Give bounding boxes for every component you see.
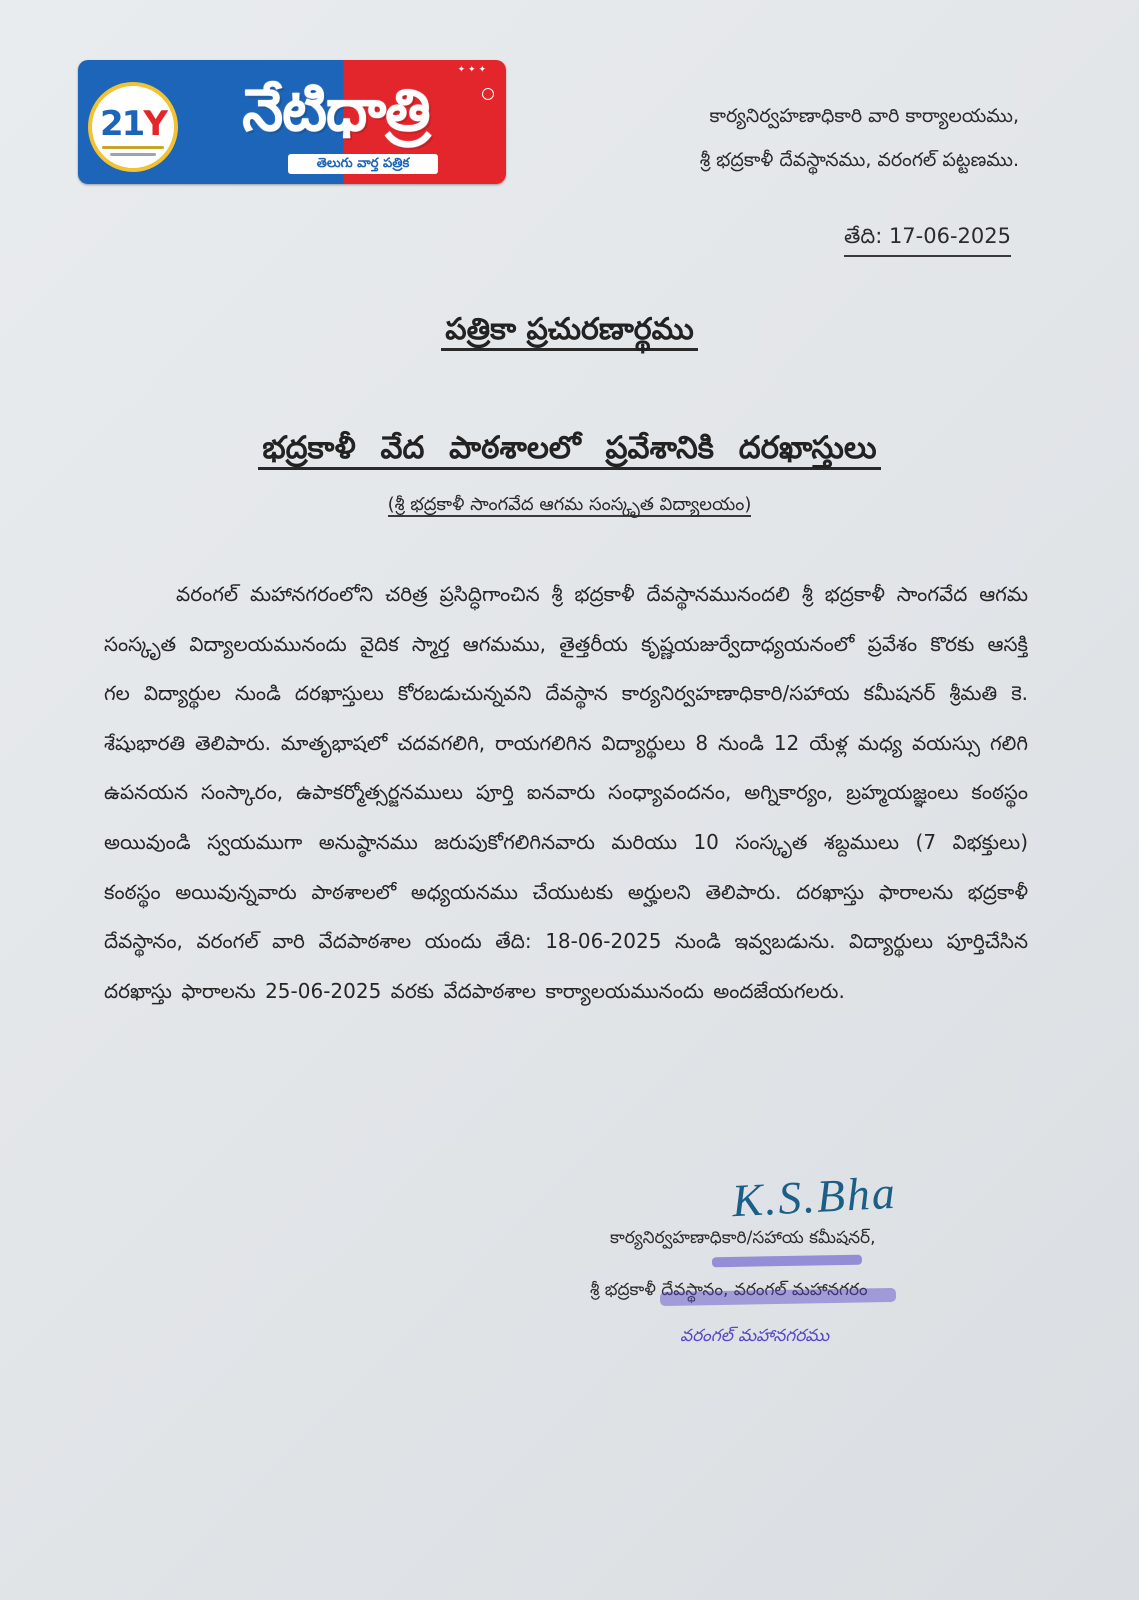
newspaper-logo: 21Y ✦ ✦ ✦ నేటిధాత్రి తెలుగు వార్త పత్రిక bbox=[78, 60, 506, 184]
signatory-title: కార్యనిర్వహణాధికారి/సహాయ కమీషనర్, bbox=[610, 1228, 876, 1248]
press-heading: పత్రికా ప్రచురణార్థము bbox=[0, 312, 1139, 354]
document-date: తేది: 17-06-2025 bbox=[844, 224, 1011, 257]
anniversary-badge-icon bbox=[88, 82, 178, 172]
stamp-mark bbox=[712, 1255, 862, 1268]
stamp-text: వరంగల్ మహానగరము bbox=[680, 1326, 830, 1346]
office-line-2: శ్రీ భద్రకాళీ దేవస్థానము, వరంగల్ పట్టణము. bbox=[699, 149, 1019, 171]
document-title: భద్రకాళీ వేద పాఠశాలలో ప్రవేశానికి దరఖాస్తులు bbox=[0, 430, 1139, 473]
newspaper-name: నేటిధాత్రి bbox=[242, 76, 430, 144]
body-paragraph: వరంగల్ మహానగరంలోని చరిత్ర ప్రసిద్ధిగాంచిన శ్రీ భద్రకాళీ దేవస్థానమునందలి శ్రీ భద్రకాళీ సాంగవేద ఆగమ సంస్కృత విద్యాలయమునందు వైదిక స్మార్త ఆగమము, తైత్తరీయ కృష్ణయజుర్వేదాధ్యయనంలో ప్రవేశం కొరకు ఆసక్తి గల విద్యార్థుల నుండి దరఖాస్తులు కోరబడుచున్నవని దేవస్థాన కార్యనిర్వహణాధికారి/సహాయ కమీషనర్ శ్రీమతి కె. శేషుభారతి తెలిపారు. మాతృభాషలో చదవగలిగి, రాయగలిగిన విద్యార్థులు 8 నుండి 12 యేళ్ల మధ్య వయస్సు గలిగి ఉపనయన సంస్కారం, ఉపాకర్మోత్సర్జనములు పూర్తి ఐనవారు సంధ్యావందనం, అగ్నికార్యం, బ్రహ్మయజ్ఞంలు కంఠస్థం అయివుండి స్వయముగా అనుష్ఠానము జరుపుకోగలిగినవారు మరియు 10 సంస్కృత శబ్దములు (7 విభక్తులు) కంఠస్థం అయివున్నవారు పాఠశాలలో అధ్యయనము చేయుటకు అర్హులని తెలిపారు. దరఖాస్తు ఫారాలను భద్రకాళీ దేవస్థానం, వరంగల్ వారి వేదపాఠశాల యందు తేది: 18-06-2025 నుండి ఇవ్వబడును. విద్యార్థులు పూర్తిచేసిన దరఖాస్తు ఫారాలను 25-06-2025 వరకు వేదపాఠశాల కార్యాలయమునందు అందజేయగలరు. bbox=[104, 582, 1028, 1003]
badge-number: 21 bbox=[100, 104, 144, 144]
badge-arc: Y bbox=[143, 104, 166, 144]
signatory-office: శ్రీ భద్రకాళీ దేవస్థానం, వరంగల్ మహానగరం bbox=[590, 1280, 868, 1300]
office-address bbox=[700, 94, 1019, 182]
office-line-1: కార్యనిర్వహణాధికారి వారి కార్యాలయము, bbox=[709, 105, 1019, 127]
handwritten-signature: K.S.Bha bbox=[730, 1166, 899, 1227]
newspaper-tagline: తెలుగు వార్త పత్రిక bbox=[288, 154, 438, 174]
document-subtitle: (శ్రీ భద్రకాళీ సాంగవేద ఆగమ సంస్కృత విద్యాలయం) bbox=[387, 494, 752, 515]
